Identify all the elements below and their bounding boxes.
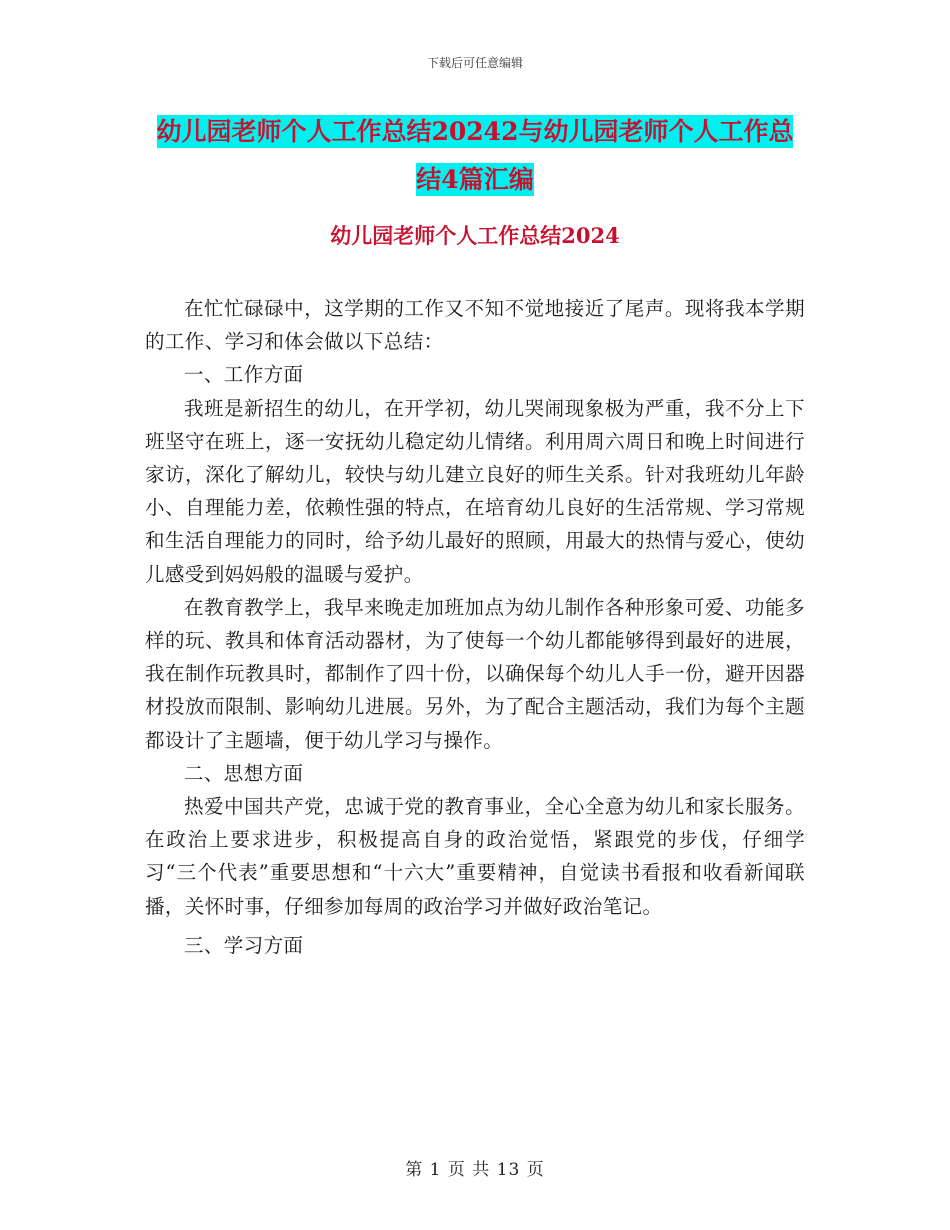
paragraph-thought: 热爱中国共产党，忠诚于党的教育事业，全心全意为幼儿和家长服务。在政治上要求进步，积极提高自身的政治觉悟，紧跟党的步伐，仔细学习“三个代表”重要思想和“十六大”重要精神，自觉读书看报和收看新闻联播，关怀时事，仔细参加每周的政治学习并做好政治笔记。 [145, 795, 805, 918]
paragraph-work-1: 我班是新招生的幼儿，在开学初，幼儿哭闹现象极为严重，我不分上下班坚守在班上，逐一安抚幼儿稳定幼儿情绪。利用周六周日和晚上时间进行家访，深化了解幼儿，较快与幼儿建立良好的师生关系。针对我班幼儿年龄小、自理能力差，依赖性强的特点，在培育幼儿良好的生活常规、学习常规和生活自理能力的同时，给予幼儿最好的照顾，用最大的热情与爱心，使幼儿感受到妈妈般的温暖与爱护。 [145, 396, 805, 586]
header-note: 下载后可任意编辑 [426, 56, 523, 70]
body-content [145, 292, 805, 962]
paragraph-work-2: 在教育教学上，我早来晚走加班加点为幼儿制作各种形象可爱、功能多样的玩、教具和体育活动器材，为了使每一个幼儿都能够得到最好的进展，我在制作玩教具时，都制作了四十份，以确保每个幼儿人手一份，避开因器材投放而限制、影响幼儿进展。另外，为了配合主题活动，我们为每个主题都设计了主题墙，便于幼儿学习与操作。 [145, 595, 805, 752]
document-title [150, 108, 800, 204]
heading-study: 三、学习方面 [184, 933, 304, 957]
heading-thought: 二、思想方面 [184, 761, 304, 785]
page-number-footer: 第 1 页 共 13 页 [405, 1160, 545, 1180]
document-title-text: 幼儿园老师个人工作总结20242与幼儿园老师个人工作总结4篇汇编 [156, 117, 794, 194]
section-title: 幼儿园老师个人工作总结2024 [330, 223, 620, 248]
paragraph-intro: 在忙忙碌碌中，这学期的工作又不知不觉地接近了尾声。现将我本学期的工作、学习和体会做以下总结： [145, 297, 805, 354]
heading-work: 一、工作方面 [184, 363, 304, 387]
